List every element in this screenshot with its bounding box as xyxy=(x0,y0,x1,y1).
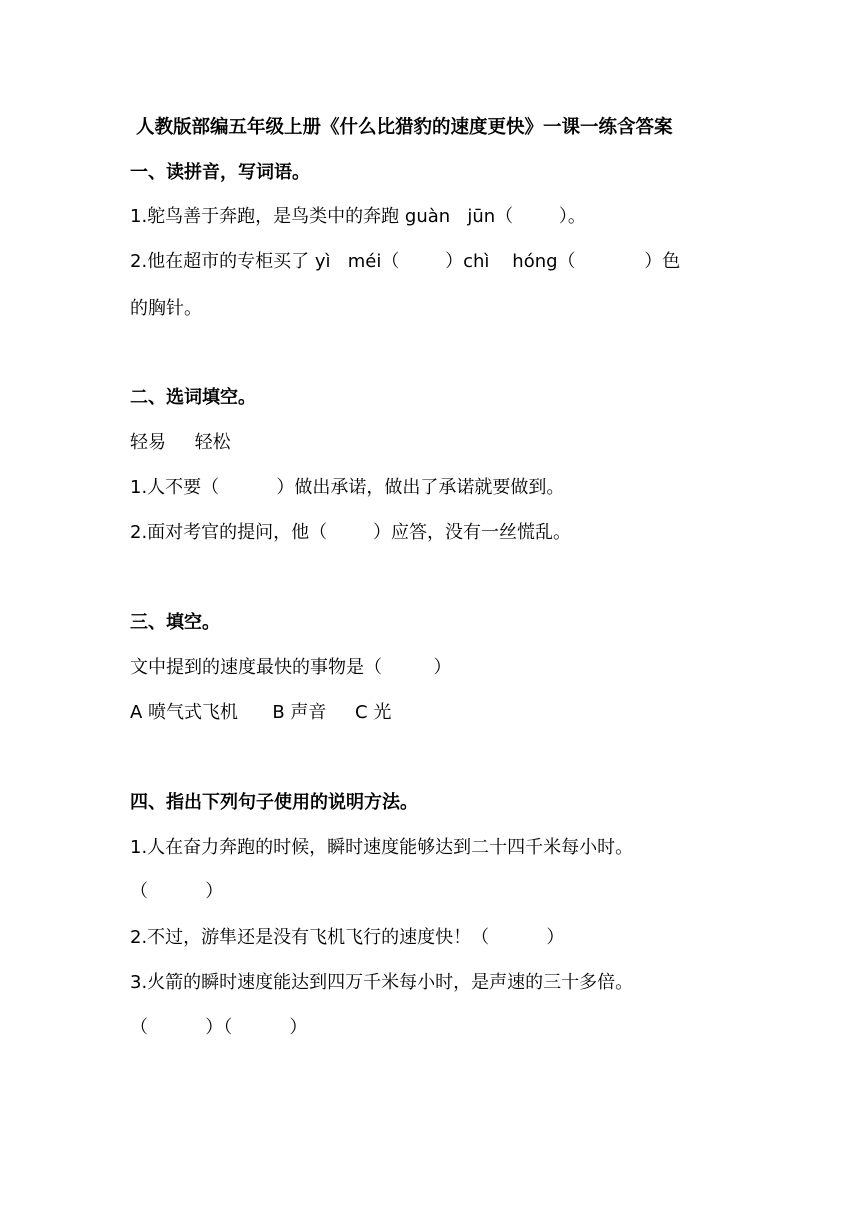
section-1-question-2: 2.他在超市的专柜买了 yì méi（ ）chì hóng（ ）色 xyxy=(130,251,681,272)
section-3-heading: 三、填空。 xyxy=(130,612,220,633)
section-1-heading: 一、读拼音，写词语。 xyxy=(130,162,310,183)
section-2-question-1: 1.人不要（ ）做出承诺，做出了承诺就要做到。 xyxy=(130,477,565,498)
section-2-word-choices: 轻易 轻松 xyxy=(130,432,231,453)
document-title: 人教版部编五年级上册《什么比猎豹的速度更快》一课一练含答案 xyxy=(136,117,673,138)
section-4-question-3: 3.火箭的瞬时速度能达到四万千米每小时，是声速的三十多倍。 xyxy=(130,972,634,993)
section-4-question-2: 2.不过，游隼还是没有飞机飞行的速度快！（ ） xyxy=(130,927,565,948)
section-2-heading: 二、选词填空。 xyxy=(130,387,256,408)
section-4-heading: 四、指出下列句子使用的说明方法。 xyxy=(130,792,418,813)
section-1-question-2-cont: 的胸针。 xyxy=(130,298,202,319)
section-3-question: 文中提到的速度最快的事物是（ ） xyxy=(130,657,452,678)
section-1-question-1: 1.鸵鸟善于奔跑，是鸟类中的奔跑 guàn jūn（ ）。 xyxy=(130,206,586,227)
section-3-options: A 喷气式飞机 B 声音 C 光 xyxy=(130,702,392,723)
section-4-question-1: 1.人在奋力奔跑的时候，瞬时速度能够达到二十四千米每小时。 xyxy=(130,837,634,858)
section-4-answer-1: （ ） xyxy=(130,881,224,902)
section-2-question-2: 2.面对考官的提问，他（ ）应答，没有一丝慌乱。 xyxy=(130,522,571,543)
section-4-answer-3: （ ）（ ） xyxy=(130,1017,308,1038)
